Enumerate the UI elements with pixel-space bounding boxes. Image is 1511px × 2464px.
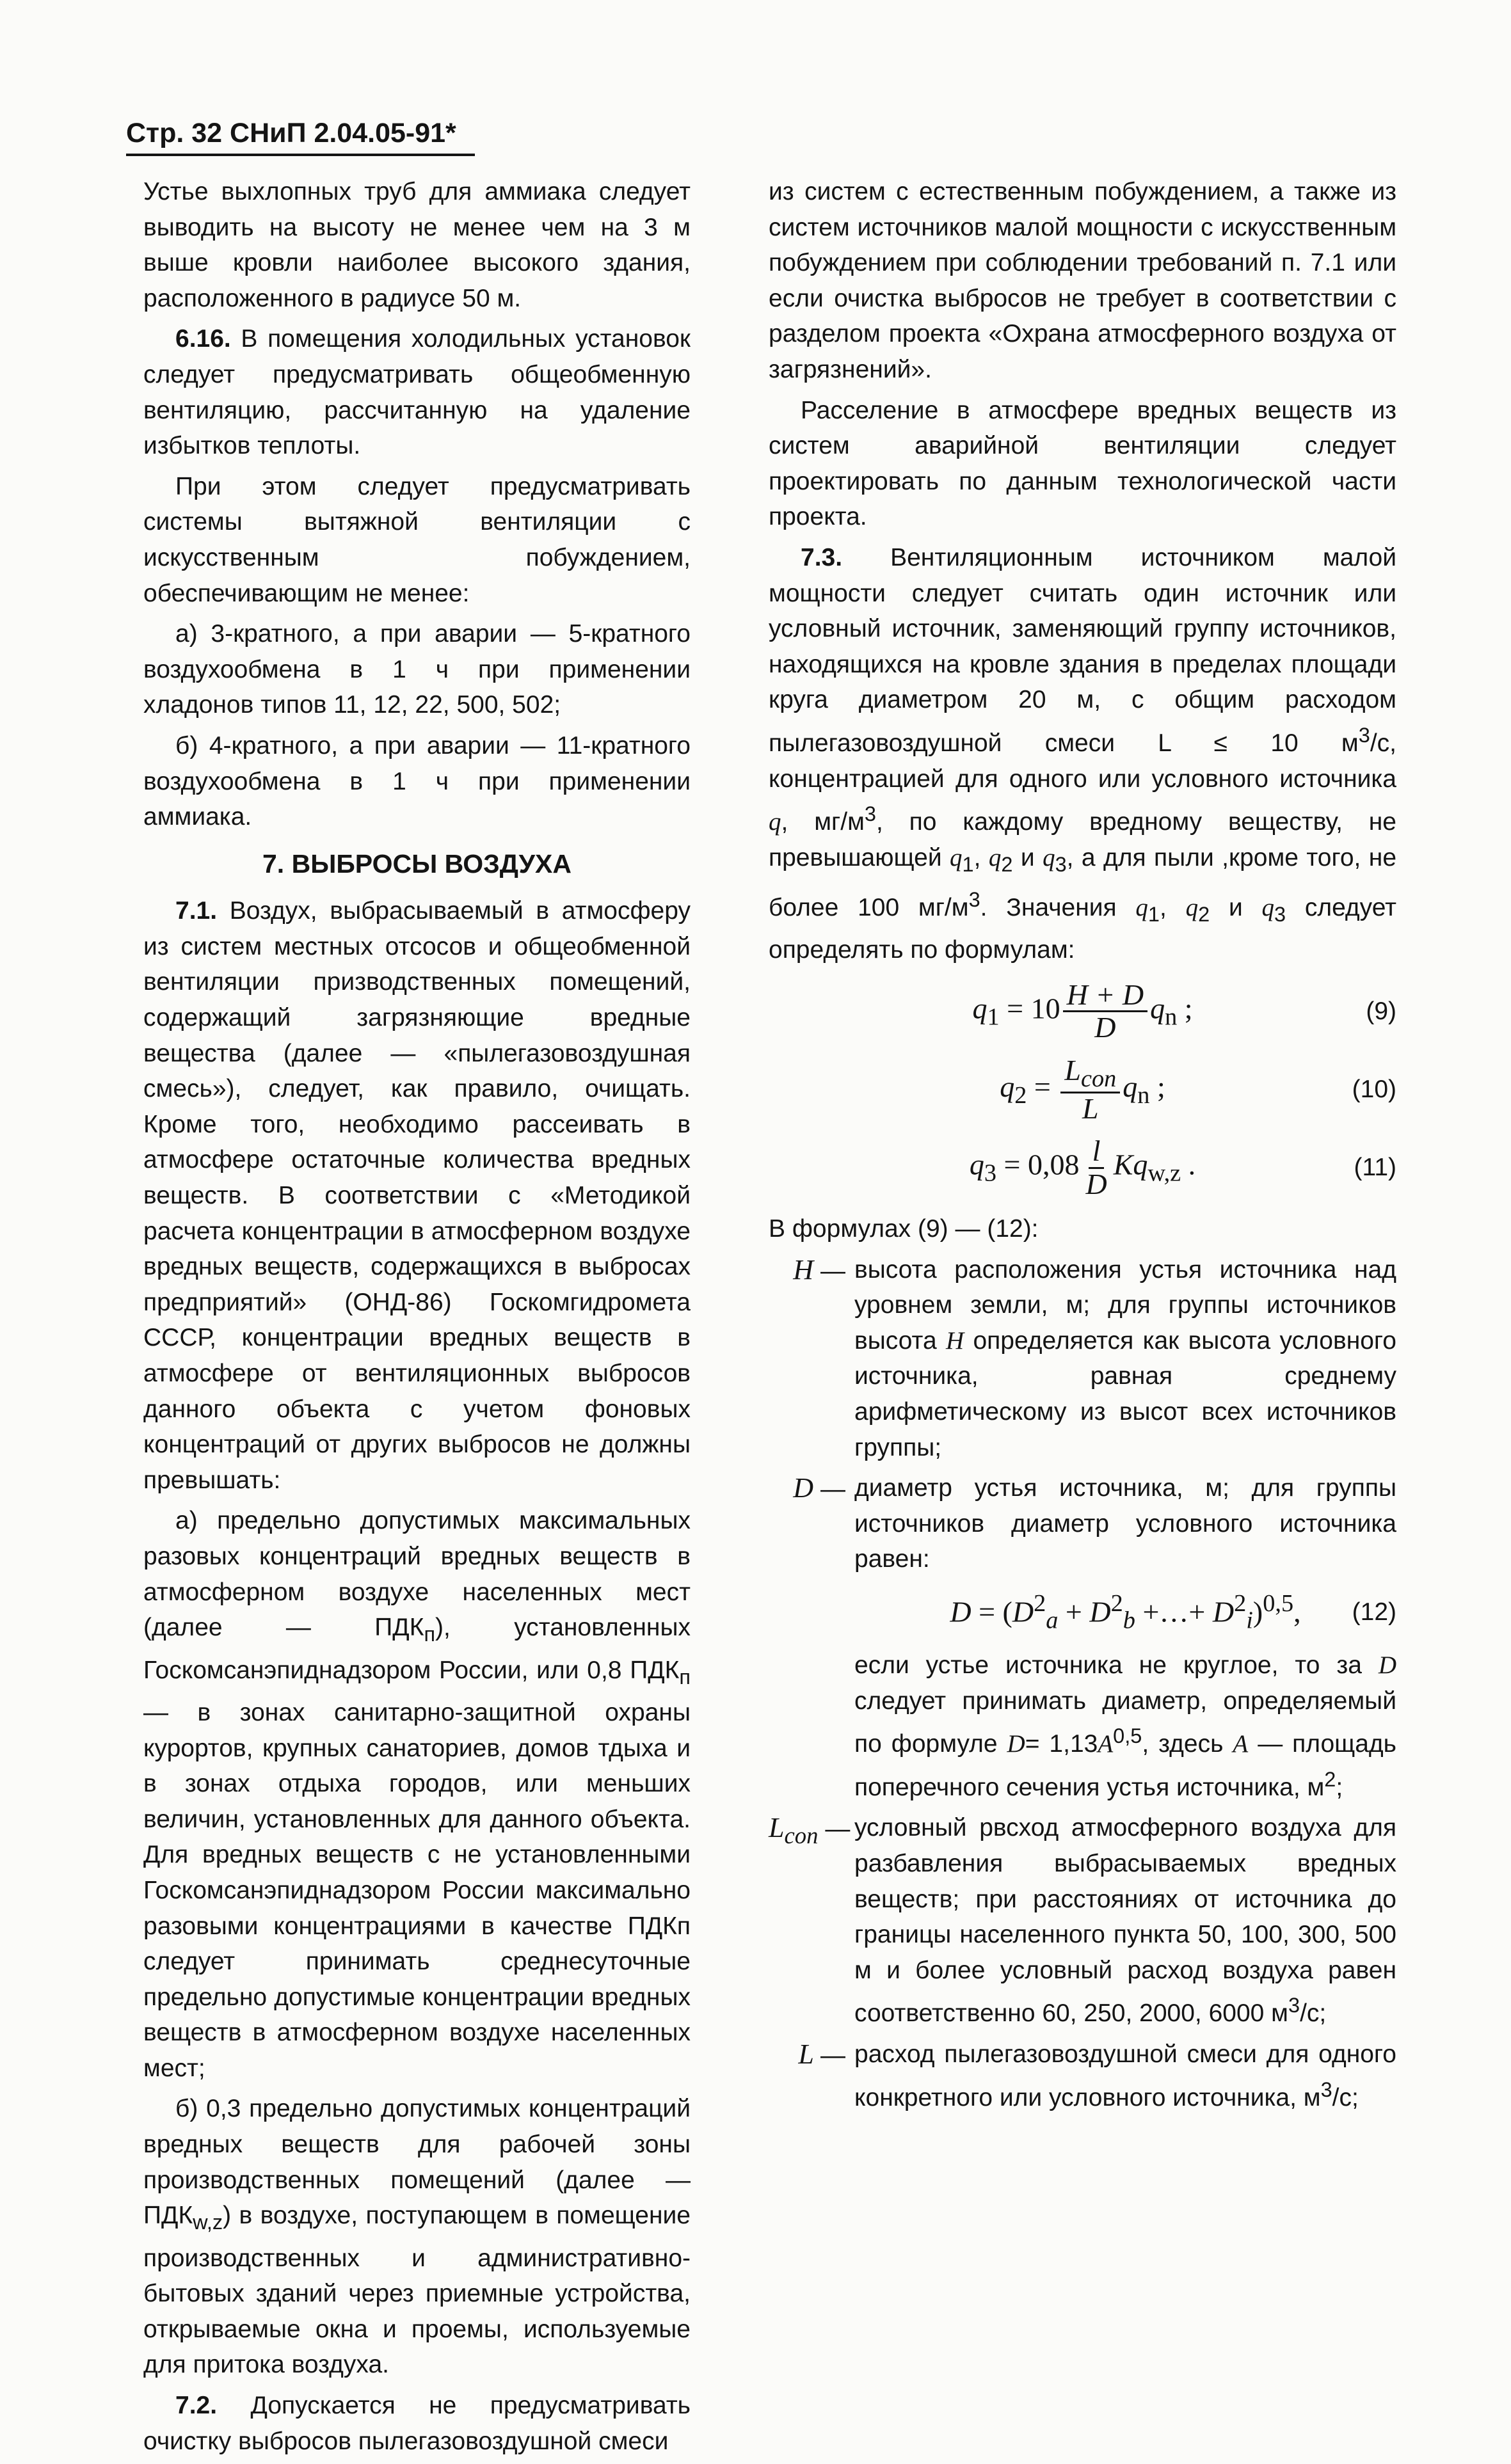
text: следует принимать диаметр, определяемый по формуле	[854, 1687, 1396, 1758]
punct: ,	[1293, 1595, 1301, 1628]
text: /с, концентрацией для одного или условного источника	[769, 729, 1396, 793]
symbol-q2: q	[988, 843, 1002, 871]
fraction	[1082, 1136, 1110, 1200]
text: , здесь	[1142, 1730, 1233, 1758]
formula-12	[854, 1586, 1396, 1639]
symbol: D	[1012, 1595, 1034, 1628]
term-dash: —	[820, 1475, 845, 1504]
subscript: 1	[987, 1003, 1000, 1031]
text: условный рвсход атмосферного воздуха для разбавления выбрасываемых вредных веществ; при расстояниях от источника до границы населенного пункта 50, 100, 300, 500 м и более условный расход воздуха равен соответственно 60, 250, 2000, 6000 м	[854, 1814, 1396, 2028]
symbol-q3: q	[1261, 894, 1274, 922]
fraction	[1063, 980, 1147, 1044]
subscript: 3	[1055, 852, 1067, 876]
clause-text: В помещения холодильных установок следует предусматривать общеобменную вентиляцию, рассчитанную на удаление избытков теплоты.	[143, 325, 691, 460]
clause-7-3: 7.3. Вентиляционным источником малой мощности следует считать один источник или условный источник, заменяющий группу источников, находящихся на кровле здания в пределах площади круга диаметром 20 м, с общим расходом пылегазовоздушной смеси L ≤ 10 $м^3/с$, концентрацией для одного или условного источника q, $мг/м^3$, по каждому вредному веществу, не превышающей $q_1$, $q_2$ и $q_3$, а для пыли ,кроме того, не более 100 $мг/м^3$. Значения $q_1$, $q_2$ и $q_3$ следует определять по формулам:	[769, 543, 1397, 964]
subscript: w,z	[193, 2211, 223, 2234]
term-symbol: H	[793, 1253, 813, 1285]
subscript: 2	[1001, 852, 1013, 876]
subscript: п	[679, 1665, 691, 1689]
subscript: n	[1137, 1081, 1150, 1109]
symbol: A	[1233, 1730, 1249, 1758]
text: высота расположения устья источника над уровнем земли, м; для группы источников высота	[854, 1255, 1396, 1355]
formula-body	[1000, 1055, 1165, 1125]
symbol: A	[1098, 1730, 1114, 1758]
symbol: q	[969, 1148, 984, 1181]
punct: .	[1181, 1148, 1196, 1181]
clause-number: 7.3.	[801, 543, 843, 571]
superscript: 0,5	[1263, 1589, 1294, 1617]
text: и	[1210, 894, 1262, 922]
text: , а для пыли ,кроме того, не более 100 мг/м	[769, 843, 1397, 922]
subscript: i	[1246, 1607, 1253, 1634]
definitions-list	[769, 1252, 1396, 2121]
formula-10	[769, 1055, 1396, 1125]
superscript: 3	[1288, 1994, 1300, 2017]
clause-7-2	[143, 2388, 691, 2459]
symbol-q: q	[769, 808, 781, 836]
text: а) предельно допустимых максимальных разовых концентраций вредных веществ в атмосферном воздухе населенных мест (далее — ПДК	[143, 1507, 691, 1642]
superscript: 3	[968, 888, 980, 912]
denominator: L	[1082, 1092, 1099, 1125]
term-dash: —	[825, 1815, 851, 1843]
symbol: D	[1378, 1651, 1396, 1680]
superscript: 3	[864, 802, 876, 826]
paren: )	[1252, 1595, 1263, 1628]
subscript: 2	[1014, 1081, 1027, 1109]
formula-number: (10)	[1352, 1076, 1396, 1104]
left-column	[143, 174, 691, 2464]
symbol: q	[1123, 1070, 1138, 1103]
clause-7-1	[143, 893, 691, 1498]
term-symbol: L	[769, 1812, 785, 1844]
item-a-pdk	[143, 1503, 691, 2086]
paragraph-emergency: Расселение в атмосфере вредных веществ из систем аварийной вентиляции следует проектировать по данным технологической части проекта.	[769, 396, 1396, 531]
clause-number: 7.1.	[175, 897, 218, 925]
formula-9	[769, 980, 1396, 1044]
definition-L	[854, 2037, 1396, 2115]
symbol-q3: q	[1043, 843, 1055, 871]
text: следует определять по формулам:	[769, 894, 1397, 964]
superscript: 2	[1234, 1589, 1247, 1617]
superscript: 3	[1320, 2078, 1332, 2101]
definition-H	[854, 1252, 1396, 1466]
subscript: w,z	[1147, 1159, 1181, 1187]
term-symbol: L	[798, 2038, 813, 2070]
clause-number: 6.16.	[175, 325, 231, 353]
numerator: H + D	[1063, 980, 1147, 1012]
text: расход пылегазовоздушной смеси для одного конкретного или условного источника, м	[854, 2040, 1396, 2111]
text: ) в воздухе, поступающем в помещение производственных и административно-бытовых зданий через приемные устройства, открываемые окна и проемы, используемые для притока воздуха.	[143, 2202, 691, 2379]
punct: ;	[1149, 1070, 1165, 1103]
subscript: 3	[984, 1159, 996, 1187]
paragraph-natural-draft: из систем с естественным побуждением, а также из систем источников малой мощности с искусственным побуждением при соблюдении требований п. 7.1 или если очистка выбросов не требует в соответствии с разделом проекта «Охрана атмосферного воздуха от загрязнений».	[769, 178, 1396, 383]
right-column	[769, 174, 1396, 2120]
symbol: q	[1150, 992, 1165, 1025]
symbol: D	[1089, 1595, 1111, 1628]
term-H	[769, 1252, 845, 1471]
term-dash: —	[820, 1257, 845, 1285]
subscript: 1	[962, 852, 974, 876]
text: — площадь поперечного сечения устья источника, м	[854, 1730, 1396, 1801]
text: Вентиляционным источником малой мощности следует считать один источник или условный источник, заменяющий группу источников, находящихся на кровле здания в пределах площади круга диаметром 20 м, с общим расходом пылегазовоздушной смеси L ≤ 10 м	[769, 543, 1396, 757]
equals: = 0,08	[996, 1148, 1080, 1181]
formula-body	[972, 980, 1192, 1044]
section-title: 7. ВЫБРОСЫ ВОЗДУХА	[262, 848, 572, 878]
symbol: D	[1007, 1730, 1025, 1758]
text: , мг/м	[781, 808, 865, 836]
superscript: 0,5	[1113, 1724, 1142, 1748]
text: , по каждому вредному веществу, не превышающей	[769, 808, 1396, 871]
text: если устье источника не круглое, то за	[854, 1651, 1379, 1680]
subscript: 1	[1147, 902, 1160, 926]
term-Lcon	[769, 1810, 851, 2037]
clause-number: 7.2.	[175, 2392, 218, 2420]
text: и	[1012, 843, 1043, 871]
denominator: D	[1094, 1011, 1116, 1044]
clause-text: Допускается не предусматривать очистку выбросов пылегазовоздушной смеси	[143, 2392, 691, 2455]
operator: +…+	[1135, 1595, 1213, 1628]
formula-number: (12)	[1352, 1598, 1396, 1626]
definition-Lcon	[854, 1810, 1396, 2031]
symbol: L	[1064, 1053, 1081, 1086]
formula-body	[970, 1136, 1195, 1200]
formula-11	[769, 1136, 1396, 1200]
formula-number: (11)	[1354, 1154, 1396, 1182]
subscript: b	[1123, 1607, 1135, 1634]
symbol: H	[945, 1326, 964, 1355]
text: диаметр устья источника, м; для группы источников диаметр условного источника равен:	[854, 1474, 1396, 1573]
item-b-pdk	[143, 2091, 691, 2383]
formula-number: (9)	[1366, 998, 1396, 1026]
subscript: a	[1046, 1607, 1059, 1634]
text: = 1,13	[1025, 1730, 1098, 1758]
text: /с;	[1332, 2083, 1359, 2111]
text: /с;	[1300, 1999, 1327, 2028]
item-b-ammonia: б) 4-кратного, а при аварии — 11-кратного воздухообмена в 1 ч при применении аммиака.	[143, 731, 691, 831]
subscript: con	[784, 1822, 819, 1849]
subscript: con	[1080, 1065, 1117, 1092]
term-L	[769, 2037, 845, 2120]
text: — в зонах санитарно-защитной охраны курортов, крупных санаториев, домов тдыха и в зонах отдыха городов, или меньших величин, установленных для данного объекта. Для вредных веществ с не установленными Госкомсанэпиднадзором России максимально разовыми концентрациями в качестве ПДКп следует принимать среднесуточные предельно допустимые концентрации вредных веществ в атмосферном воздухе населенных мест;	[143, 1698, 691, 2082]
symbol-q1: q	[1135, 894, 1148, 922]
clause-6-16	[143, 321, 691, 463]
denominator: D	[1085, 1167, 1107, 1200]
clause-text: Воздух, выбрасываемый в атмосферу из систем местных отсосов и общеобменной вентиляции призводственных помещений, содержащий загрязняющие вредные вещества (далее — «пылегазовоздушная смесь»), следует, как правило, очищать. Кроме того, необходимо рассеивать в атмосфере остаточные количества вредных веществ. В соответствии с «Методикой расчета концентрации в атмосферном воздухе вредных веществ, содержащихся в выбросах предприятий» (ОНД-86) Госкомгидромета СССР, концентрации вредных веществ в атмосфере от вентиляционных выбросов данного объекта с учетом фоновых концентраций от других выбросов не должны превышать:	[143, 897, 691, 1494]
symbol: q	[972, 992, 987, 1025]
numerator: l	[1089, 1136, 1105, 1168]
operator: +	[1058, 1595, 1090, 1628]
equals: =	[1027, 1070, 1059, 1103]
symbol-q1: q	[950, 843, 963, 871]
numerator	[1060, 1055, 1120, 1093]
page-header: Стр. 32 СНиП 2.04.05-91*	[126, 115, 475, 156]
subscript: 2	[1198, 902, 1210, 926]
symbol-q2: q	[1185, 894, 1199, 922]
paragraph-exhaust-systems: При этом следует предусматривать системы вытяжной вентиляции с искусственным побуждением, обеспечивающим не менее:	[143, 472, 691, 607]
text: . Значения	[980, 894, 1136, 922]
term-symbol: D	[793, 1472, 813, 1504]
symbol: q	[1000, 1070, 1015, 1103]
superscript: 2	[1324, 1767, 1336, 1791]
text: ;	[1336, 1773, 1343, 1801]
paragraph-exhaust-pipes: Устье выхлопных труб для аммиака следует выводить на высоту не менее чем на 3 м выше кровли наиболее высокого здания, расположенного в радиусе 50 м.	[143, 178, 691, 312]
subscript: п	[424, 1622, 436, 1646]
equals: = 10	[999, 992, 1060, 1025]
text: ), установленных Госкомсанэпиднадзором России, или 0,8 ПДК	[143, 1614, 691, 1684]
superscript: 2	[1110, 1589, 1123, 1617]
text: определяется как высота условного источника, равная среднему арифметическому из высот всех источников группы;	[854, 1326, 1396, 1461]
equals: = (	[971, 1595, 1012, 1628]
punct: ;	[1177, 992, 1193, 1025]
symbol: D	[1212, 1595, 1235, 1628]
formula-body	[950, 1586, 1300, 1639]
superscript: 2	[1034, 1589, 1046, 1617]
term-D	[769, 1470, 845, 1810]
definitions-intro: В формулах (9) — (12):	[769, 1214, 1039, 1243]
symbol: D	[950, 1595, 971, 1628]
term-dash: —	[820, 2041, 845, 2069]
fraction	[1060, 1055, 1120, 1125]
text: б) 0,3 предельно допустимых концентраций вредных веществ для рабочей зоны производственных помещений (далее — ПДК	[143, 2095, 691, 2230]
definition-D	[854, 1470, 1396, 1805]
symbol: Kq	[1113, 1148, 1148, 1181]
superscript: 3	[1358, 723, 1370, 747]
subscript: n	[1165, 1003, 1178, 1031]
subscript: 3	[1274, 902, 1286, 926]
item-a-freons: а) 3-кратного, а при аварии — 5-кратного воздухообмена в 1 ч при применении хладонов типов 11, 12, 22, 500, 502;	[143, 620, 691, 719]
